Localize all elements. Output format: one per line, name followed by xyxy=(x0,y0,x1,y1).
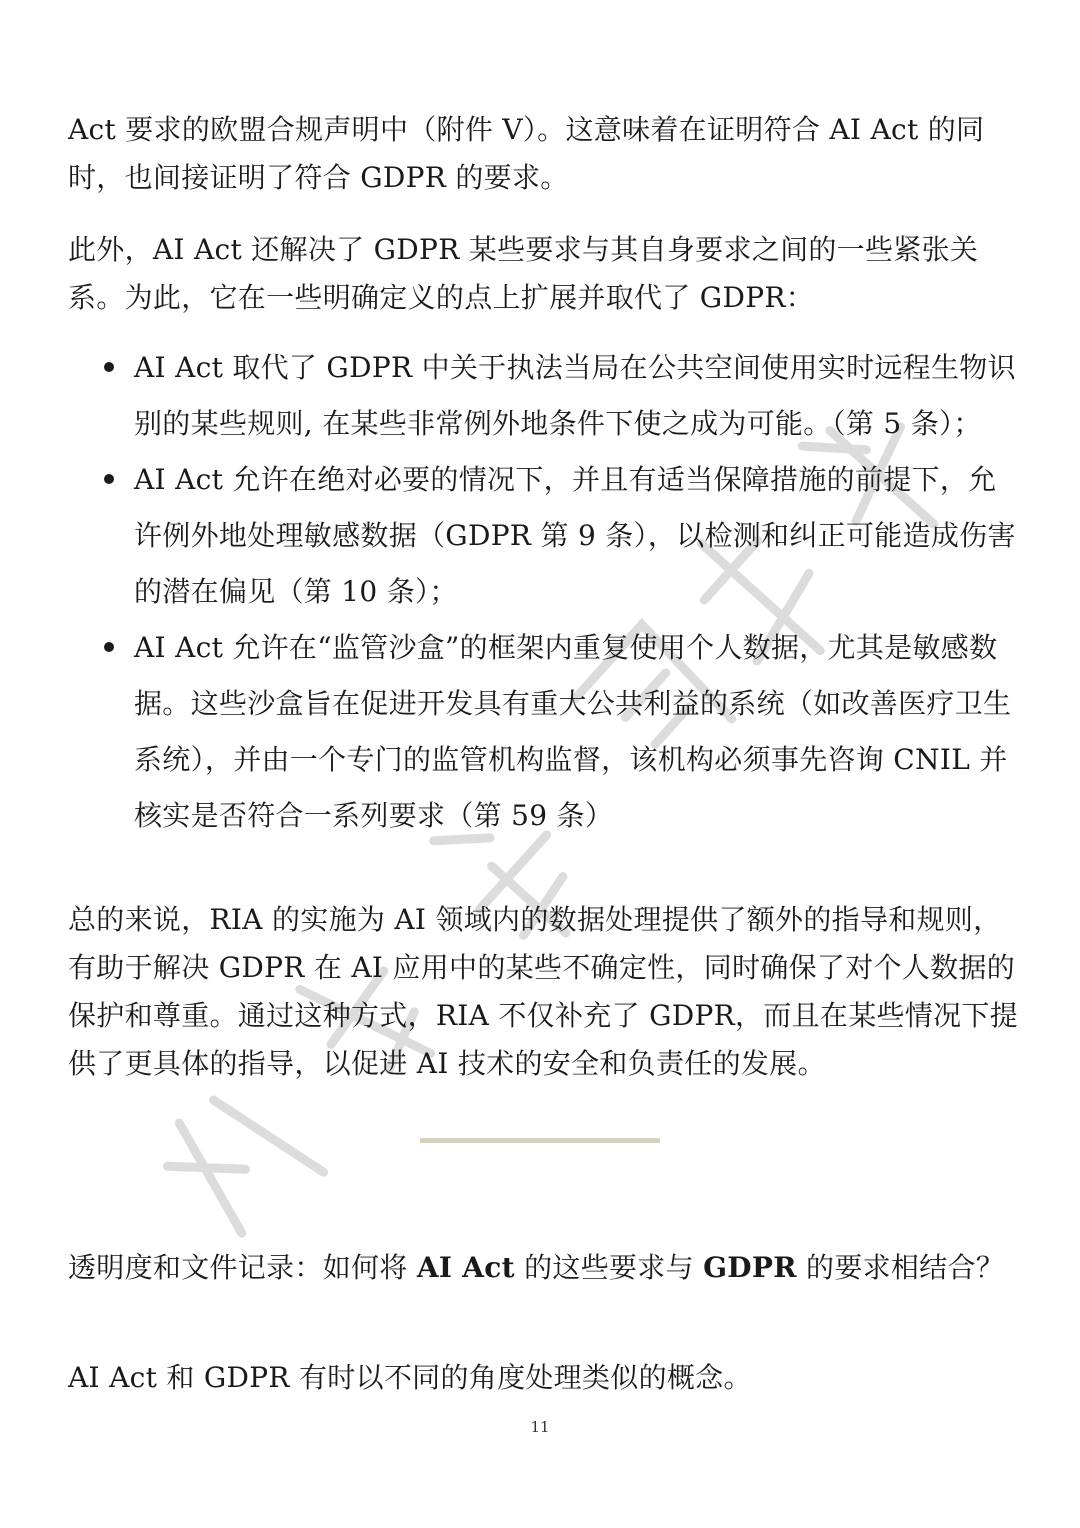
bullet-text: AI Act 取代了 GDPR 中关于执法当局在公共空间使用实时远程生物识别的某些规则, 在某些非常例外地条件下使之成为可能。（第 5 条）； xyxy=(134,351,1016,440)
bullet-dot-icon xyxy=(104,474,114,484)
bullet-text: AI Act 允许在“监管沙盒”的框架内重复使用个人数据，尤其是敏感数据。这些沙盒旨在促进开发具有重大公共利益的系统（如改善医疗卫生系统），并由一个专门的监管机构监督，该机构必须事先咨询 CNIL 并核实是否符合一系列要求（第 59 条） xyxy=(134,631,1012,832)
bullet-dot-icon xyxy=(104,362,114,372)
heading-text: 的这些要求与 xyxy=(514,1251,704,1284)
list-item xyxy=(68,340,1018,452)
bullet-dot-icon xyxy=(104,642,114,652)
heading-text: 的要求相结合？ xyxy=(796,1251,1005,1284)
section-heading xyxy=(68,1244,1018,1292)
bullet-list xyxy=(68,340,1018,844)
watermark-text: 数据合规沙龙 xyxy=(0,0,6,1)
paragraph-summary: 总的来说，RIA 的实施为 AI 领域内的数据处理提供了额外的指导和规则，有助于解决 GDPR 在 AI 应用中的某些不确定性，同时确保了对个人数据的保护和尊重。通过这种方式，RIA 不仅补充了 GDPR，而且在某些情况下提供了更具体的指导，以促进 AI 技术的安全和负责任的发展。 xyxy=(68,903,1019,1080)
page-number: 11 xyxy=(530,1418,550,1436)
paragraph-compliance-declaration: Act 要求的欧盟合规声明中（附件 V）。这意味着在证明符合 AI Act 的同时，也间接证明了符合 GDPR 的要求。 xyxy=(68,113,985,194)
section-divider xyxy=(420,1138,660,1143)
paragraph-tension-relationship: 此外，AI Act 还解决了 GDPR 某些要求与其自身要求之间的一些紧张关系。为此，它在一些明确定义的点上扩展并取代了 GDPR： xyxy=(68,233,979,314)
heading-bold-gdpr: GDPR xyxy=(703,1251,797,1284)
list-item xyxy=(68,620,1018,844)
heading-text: 透明度和文件记录：如何将 xyxy=(68,1251,417,1284)
list-item xyxy=(68,452,1018,620)
watermark-stroke xyxy=(153,1079,324,1247)
heading-bold-ai-act: AI Act xyxy=(416,1251,515,1284)
bullet-text: AI Act 允许在绝对必要的情况下，并且有适当保障措施的前提下，允许例外地处理敏感数据（GDPR 第 9 条），以检测和纠正可能造成伤害的潜在偏见（第 10 条）； xyxy=(134,463,1016,608)
paragraph-similar-concepts: AI Act 和 GDPR 有时以不同的角度处理类似的概念。 xyxy=(68,1361,752,1394)
